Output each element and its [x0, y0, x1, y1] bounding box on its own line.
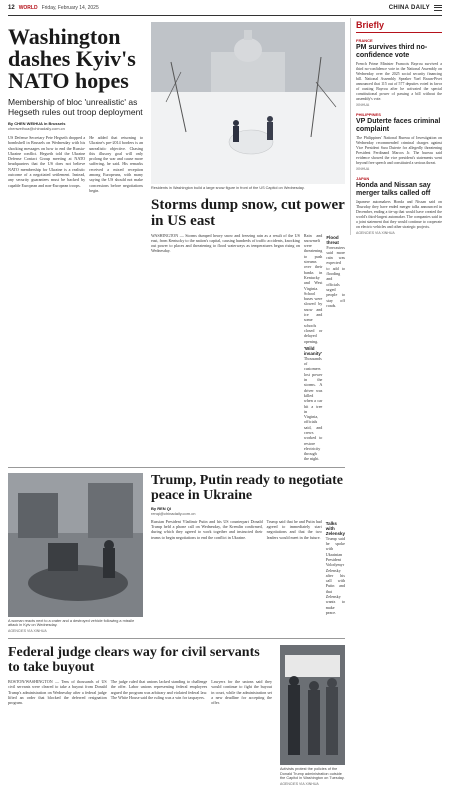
protest-photo-caption: Activists protest the policies of the Donald Trump administration outside the Capitol in Washington on Tuesday. [280, 766, 345, 781]
brief-agency: AGENCIES VIA XINHUA [356, 231, 395, 235]
rally-photo-credit: AGENCIES VIA XINHUA [8, 628, 47, 633]
brief-item [356, 38, 442, 107]
nato-body-2: He added that returning to Ukraine's pre-2014 borders is an unrealistic objective. Chasing this illusory goal will only prolong the war and cause more suffering, he said. His remarks received a mixed reception among Europeans, with many saying the US should not make concessions before negotiations begin. [89, 135, 143, 193]
brief-item [356, 112, 442, 171]
section-divider-2 [8, 638, 345, 639]
brief-headline: PM survives third no-confidence vote [356, 44, 428, 59]
trump-subhead: Talks with Zelensky [325, 520, 345, 536]
briefly-sidebar [350, 18, 442, 235]
trump-body-2: Trump said that he and Putin had agreed to immediately start negotiations and that the two leaders would meet in the future. [266, 518, 322, 540]
menu-icon[interactable] [434, 5, 442, 11]
brief-kicker: FRANCE [356, 38, 373, 43]
trump-byline [151, 506, 345, 516]
fed-body-3: Lawyers for the unions said they would continue to fight the buyout in court, while the administration set a new deadline for accepting the offer. [211, 678, 272, 706]
brief-agency: XINHUA [356, 167, 370, 171]
paper-name: CHINA DAILY [388, 4, 430, 11]
snow-body-4: Thousands of customers lost power in the storms. A driver was killed when a car hit a tree in Virginia, officials said, and crews worked to restore electricity through the night. [303, 355, 323, 462]
snow-subhead-2: Flood threat [326, 234, 339, 245]
fed-article [8, 645, 272, 786]
nato-byline-name: By CHEN WEIHUA in Brussels [8, 121, 66, 126]
rally-photo-block [8, 473, 143, 633]
snow-article [151, 18, 345, 462]
snow-headline: Storms dump snow, cut power in US east [151, 196, 345, 229]
trump-byline-email[interactable]: renqi@chinadaily.com.cn [151, 510, 196, 516]
brief-text: The Philippines' National Bureau of Investigation on Wednesday recommended criminal charges against Vice President Sara Duterte for allegedly threatening President Ferdinand Marcos Jr. The bureau said evidence showed the vice president's statements went beyond free speech and constituted a serious threat. [356, 136, 442, 165]
issue-date: Friday, February 14, 2025 [41, 4, 99, 11]
briefly-title: Briefly [356, 20, 442, 33]
snow-body-6: Forecasters said more rain was expected to add to flooding and officials urged people to stay off roads. [326, 244, 345, 308]
brief-headline: VP Duterte faces criminal complaint [356, 118, 441, 133]
snow-subhead-1: 'Wild insanity' [303, 345, 322, 356]
nato-article [8, 18, 143, 462]
protest-photo-credit: AGENCIES VIA XINHUA [280, 781, 319, 786]
brief-kicker: PHILIPPINES [356, 112, 381, 117]
nato-body-1: US Defense Secretary Pete Hegseth dropped a bombshell in Brussels on Wednesday with his shocking messages on how to end the Russia-Ukraine conflict. Hegseth told the Ukraine Defense Contact Group meeting at NATO headquarters that the US does not believe NATO membership for Ukraine is a realistic outcome of a negotiated settlement. Instead, any security guarantees must be backed by capable European and non-European troops. [8, 135, 86, 188]
section-label: WORLD [18, 4, 38, 11]
trump-body-3: Trump said he spoke with Ukrainian President Volodymyr Zelensky after his call with Putin and that Zelensky wants to make peace. [325, 535, 345, 615]
nato-byline [8, 121, 143, 131]
protest-photo-block [280, 645, 345, 786]
missile-attack-photo [8, 473, 143, 617]
nato-headline: Washington dashes Kyiv's NATO hopes [8, 24, 136, 93]
brief-agency: XINHUA [356, 103, 370, 107]
rally-photo-caption: A woman reacts next to a crater and a destroyed vehicle following a missile attack in Kyiv on Wednesday. [8, 618, 135, 628]
snow-body-2: Rain and snowmelt were threatening to push streams over their banks in Kentucky and West Virginia. School buses were slowed by snow and ice and some schools closed or delayed opening. [303, 232, 323, 344]
brief-kicker: JAPAN [356, 176, 370, 181]
page-number: 12 [8, 4, 15, 11]
brief-text: French Prime Minister Francois Bayrou survived a third no-confidence vote in the National Assembly on Wednesday over the 2025 social security financing bill. National Assembly Speaker Yael Braun-Pivet announced that 115 out of 577 deputies voted in favor of ousting Bayrou after he activated the special constitutional power of passing a bill without the assembly's vote. [356, 62, 442, 101]
trump-article [151, 473, 345, 633]
snow-body-1: WASHINGTON — Storms dumped heavy snow and freezing rain as a result of the US east, from Kentucky to the nation's capital, causing hundreds of traffic accidents, knocking out power to places and threatening to flood waterways as temperatures began rising on Wednesday. [151, 232, 300, 254]
brief-item [356, 176, 442, 235]
trump-body-1: Russian President Vladimir Putin and his US counterpart Donald Trump held a phone call on Wednesday, the Kremlin confirmed, during which they agreed to work together and instructed their teams to begin negotiations to end the conflict in Ukraine. [151, 518, 263, 540]
fed-headline: Federal judge clears way for civil servants to take buyout [8, 644, 260, 675]
main-content [8, 18, 345, 786]
nato-subhead: Membership of bloc 'unrealistic' as Hegseth rules out troop deployment [8, 97, 143, 117]
fed-body-2: The judge ruled that unions lacked standing to challenge the offer. Labor unions representing federal employees argued the program was arbitrary and violated federal law. The White House said the ruling was a win for taxpayers. [110, 678, 208, 700]
fed-body-1: BOSTON/WASHINGTON — Tens of thousands of US civil servants were cleared to take a buyout from Donald Trump's administration on Wednesday after a federal judge lifted an order that blocked the deferred resignation program. [8, 678, 107, 706]
trump-headline: Trump, Putin ready to negotiate peace in Ukraine [151, 472, 343, 503]
section-divider [8, 467, 345, 468]
snow-photo [151, 22, 345, 184]
trump-byline-name: By REN QI [151, 505, 172, 511]
snow-photo-caption: Residents in Washington build a large snow figure in front of the US Capitol on Wednesday. [151, 186, 305, 190]
masthead [8, 0, 442, 16]
nato-byline-email[interactable]: chenweihua@chinadaily.com.cn [8, 126, 65, 131]
brief-headline: Honda and Nissan say merger talks called off [356, 182, 431, 197]
brief-text: Japanese automakers Honda and Nissan said on Thursday they have ended merger talks announced in December, ending a tie-up that would have created the world's third-largest automaker. The companies said in a joint statement that they would continue to cooperate on electric vehicles and other strategic projects. [356, 200, 442, 229]
